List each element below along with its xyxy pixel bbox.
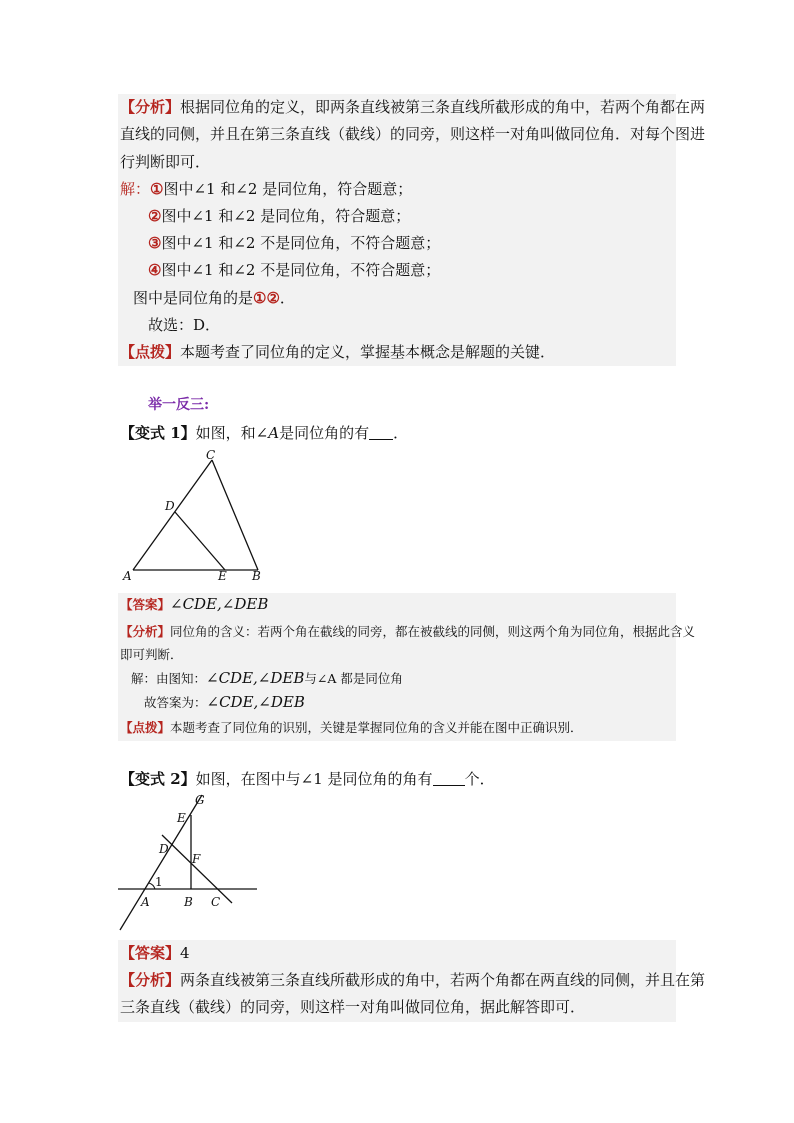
variant2-answer: 【答案】4 [120,944,190,962]
variant2-analysis-1: 【分析】两条直线被第三条直线所截形成的角中，若两个角都在两直线的同侧，并且在第 [120,971,706,989]
analysis-line-3: 行判断即可． [120,153,211,171]
label-C: C [206,448,216,462]
solution-item-1: 解：①图中∠1 和∠2 是同位角，符合题意； [120,180,413,198]
variant1-analysis-2: 即可判断． [120,647,183,662]
variant2-analysis-2: 三条直线（截线）的同旁，则这样一对角叫做同位角，据此解答即可． [120,998,586,1016]
label-A: A [123,569,132,583]
solution-item-2: ②图中∠1 和∠2 是同位角，符合题意； [148,207,411,225]
analysis-line-1: 【分析】根据同位角的定义，即两条直线被第三条直线所截形成的角中，若两个角都在两 [120,98,706,116]
label-B: B [252,569,261,583]
label-F: F [192,852,201,866]
tip-line-1: 【点拨】本题考查了同位角的定义，掌握基本概念是解题的关键． [120,343,556,361]
variant2-answer-blank [433,771,465,786]
variant1-question: 【变式 1】如图，和∠A是同位角的有 ． [120,424,409,442]
solution-item-3: ③图中∠1 和∠2 不是同位角，不符合题意； [148,234,441,252]
analysis-line-2: 直线的同侧，并且在第三条直线（截线）的同旁，则这样一对角叫做同位角．对每个图进 [120,125,706,143]
variant2-lines-figure [110,790,270,940]
variant1-solution: 解：由图知：∠CDE,∠DEB与∠A 都是同位角 [131,669,403,687]
analysis-tag: 【分析】 [120,98,181,116]
variant2-question: 【变式 2】如图，在图中与∠1 是同位角的角有 个． [120,770,495,788]
variant1-triangle-figure [118,446,278,586]
label-E2: E [177,811,186,825]
choice-line: 故选：D． [148,316,221,334]
label-B2: B [184,895,193,909]
label-G: G [195,793,205,807]
conclusion-line: 图中是同位角的是①②． [133,289,295,307]
practice-heading: 举一反三: [148,397,210,413]
label-D: D [165,499,175,513]
variant1-answer-blank [369,425,393,440]
label-C2: C [211,895,221,909]
variant1-tip: 【点拨】本题考查了同位角的识别，关键是掌握同位角的含义并能在图中正确识别． [120,720,583,735]
solution-item-4: ④图中∠1 和∠2 不是同位角，不符合题意； [148,261,441,279]
label-E: E [218,569,227,583]
label-1: 1 [155,875,163,889]
label-D2: D [159,842,169,856]
variant1-analysis-1: 【分析】同位角的含义：若两个角在截线的同旁，都在被截线的同侧，则这两个角为同位角，根据此含义 [120,624,696,639]
variant1-final-answer: 故答案为：∠CDE,∠DEB [144,693,305,711]
variant1-answer: 【答案】∠CDE,∠DEB [120,595,269,613]
label-A2: A [141,895,150,909]
